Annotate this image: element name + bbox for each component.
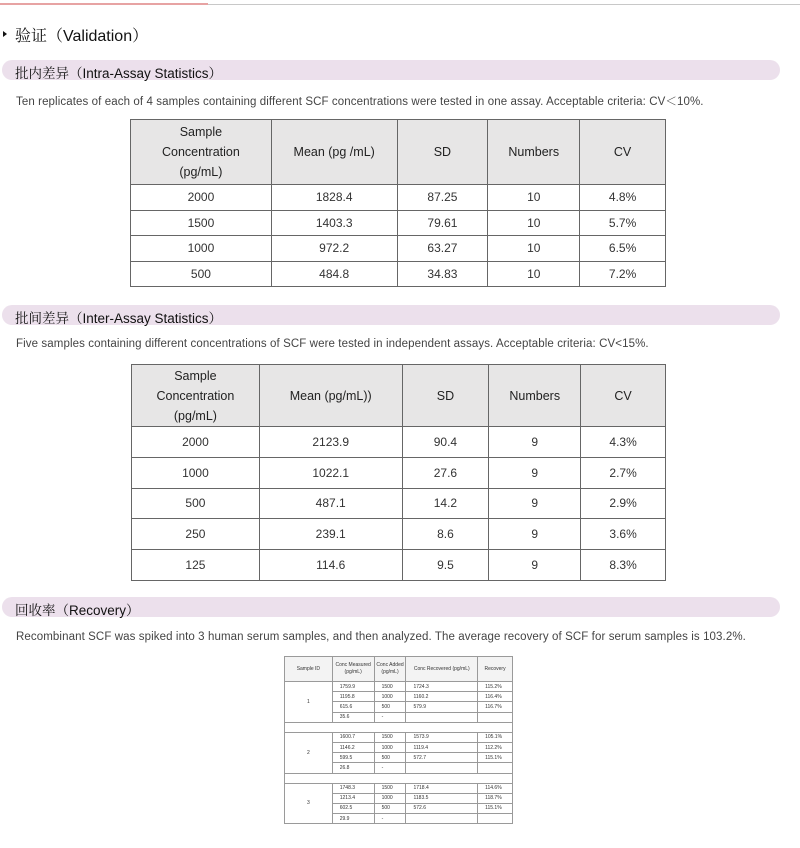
cell-conc-recovered: 572.6: [406, 803, 478, 813]
cell-conc-added: -: [374, 763, 406, 773]
intra-assay-description: Ten replicates of each of 4 samples containing different SCF concentrations were tested in one assay. Acceptable criteria: CV＜10%.: [16, 96, 704, 108]
cell-conc-measured: 35.6: [332, 712, 374, 722]
cell-conc-added: 1000: [374, 793, 406, 803]
cell-recovery: 115.2%: [478, 682, 513, 692]
cell-conc-measured: 29.9: [332, 814, 374, 824]
cell-conc-measured: 599.5: [332, 753, 374, 763]
table-row: [131, 185, 666, 211]
inter-assay-section-bar: [2, 305, 780, 325]
cell-sample-concentration: 250: [132, 519, 260, 550]
cell-conc-recovered: 1718.4: [406, 783, 478, 793]
cell-cv: 6.5%: [580, 236, 666, 262]
cell-mean: 1403.3: [271, 210, 397, 236]
cell-conc-recovered: 1573.9: [406, 732, 478, 742]
inter-assay-title: 批间差异（Inter-Assay Statistics）: [15, 311, 223, 326]
table-row: [132, 427, 666, 458]
cell-sample-concentration: 500: [131, 261, 272, 287]
cell-sample-id: 3: [285, 783, 333, 824]
cell-recovery: [478, 763, 513, 773]
cell-sd: 14.2: [402, 488, 489, 519]
cell-recovery: 116.7%: [478, 702, 513, 712]
cell-conc-added: 1500: [374, 783, 406, 793]
cell-conc-added: 1000: [374, 742, 406, 752]
table-header-row: [132, 365, 666, 427]
cell-sample-concentration: 2000: [131, 185, 272, 211]
cell-mean: 1022.1: [259, 457, 402, 488]
cell-conc-measured: 26.8: [332, 763, 374, 773]
cell-numbers: 9: [489, 519, 581, 550]
cell-conc-added: -: [374, 814, 406, 824]
table-row: [131, 261, 666, 287]
table-row: [132, 488, 666, 519]
cell-sample-id: 1: [285, 682, 333, 723]
cell-conc-recovered: 579.9: [406, 702, 478, 712]
intra-assay-title: 批内差异（Intra-Assay Statistics）: [15, 66, 223, 81]
cell-conc-added: 500: [374, 702, 406, 712]
cell-cv: 2.9%: [581, 488, 666, 519]
cell-conc-added: 1500: [374, 732, 406, 742]
header-label: Sample Concentration (pg/mL): [156, 368, 235, 423]
cell-conc-added: 1500: [374, 682, 406, 692]
cell-conc-recovered: [406, 814, 478, 824]
col-mean: Mean (pg/mL)): [259, 365, 402, 427]
cell-numbers: 10: [488, 236, 580, 262]
recovery-description: Recombinant SCF was spiked into 3 human serum samples, and then analyzed. The average recovery of SCF for serum samples is 103.2%.: [16, 631, 746, 643]
cell-recovery: 116.4%: [478, 692, 513, 702]
cell-mean: 484.8: [271, 261, 397, 287]
cell-conc-added: 500: [374, 753, 406, 763]
cell-mean: 1828.4: [271, 185, 397, 211]
cell-conc-recovered: 572.7: [406, 753, 478, 763]
intra-assay-section-bar: [2, 60, 780, 80]
col-numbers: Numbers: [489, 365, 581, 427]
col-recovery: Recovery: [478, 657, 513, 682]
col-sample-id: Sample ID: [285, 657, 333, 682]
intra-assay-table: [130, 119, 666, 287]
table-row: [132, 519, 666, 550]
cell-mean: 239.1: [259, 519, 402, 550]
cell-numbers: 9: [489, 427, 581, 458]
cell-recovery: 105.1%: [478, 732, 513, 742]
cell-conc-recovered: 1160.2: [406, 692, 478, 702]
cell-mean: 2123.9: [259, 427, 402, 458]
group-spacer-row: [285, 773, 513, 783]
cell-sd: 8.6: [402, 519, 489, 550]
cell-sample-concentration: 1500: [131, 210, 272, 236]
cell-numbers: 10: [488, 210, 580, 236]
table-row: [285, 682, 513, 692]
cell-conc-measured: 1213.4: [332, 793, 374, 803]
table-row: [132, 457, 666, 488]
cell-sample-id: 2: [285, 732, 333, 773]
page-title: 验证（Validation）: [15, 27, 149, 45]
inter-assay-table: [131, 364, 666, 581]
cell-cv: 5.7%: [580, 210, 666, 236]
cell-sample-concentration: 2000: [132, 427, 260, 458]
cell-sd: 79.61: [397, 210, 488, 236]
cell-conc-added: -: [374, 712, 406, 722]
recovery-section-bar: [2, 597, 780, 617]
cell-conc-measured: 1195.8: [332, 692, 374, 702]
inter-assay-body: [132, 427, 666, 581]
cell-numbers: 10: [488, 185, 580, 211]
cell-sd: 9.5: [402, 550, 489, 581]
recovery-title: 回收率（Recovery）: [15, 603, 140, 618]
table-row: [285, 732, 513, 742]
col-conc-added: Conc Added (pg/mL): [374, 657, 406, 682]
col-sample-concentration: [131, 120, 272, 185]
cell-conc-recovered: [406, 763, 478, 773]
cell-cv: 8.3%: [581, 550, 666, 581]
cell-conc-measured: 1146.2: [332, 742, 374, 752]
cell-sd: 34.83: [397, 261, 488, 287]
cell-cv: 2.7%: [581, 457, 666, 488]
cell-sample-concentration: 500: [132, 488, 260, 519]
table-row: [132, 550, 666, 581]
header-label: Sample Concentration (pg/mL): [161, 125, 240, 179]
cell-conc-recovered: 1724.3: [406, 682, 478, 692]
cell-conc-measured: 615.6: [332, 702, 374, 712]
cell-recovery: 114.6%: [478, 783, 513, 793]
cell-conc-recovered: 1183.5: [406, 793, 478, 803]
validation-heading: [0, 24, 148, 44]
recovery-table: [284, 656, 513, 824]
cell-cv: 7.2%: [580, 261, 666, 287]
cell-sd: 87.25: [397, 185, 488, 211]
cell-conc-added: 1000: [374, 692, 406, 702]
cell-numbers: 10: [488, 261, 580, 287]
cell-recovery: 118.7%: [478, 793, 513, 803]
cell-conc-recovered: 1119.4: [406, 742, 478, 752]
col-sd: SD: [402, 365, 489, 427]
cell-conc-measured: 1600.7: [332, 732, 374, 742]
inter-assay-description: Five samples containing different concentrations of SCF were tested in independent assays. Acceptable criteria: CV<15%.: [16, 338, 649, 350]
cell-numbers: 9: [489, 550, 581, 581]
cell-mean: 114.6: [259, 550, 402, 581]
cell-recovery: 115.1%: [478, 803, 513, 813]
col-conc-measured: Conc Measured (pg/mL): [332, 657, 374, 682]
col-sample-concentration: [132, 365, 260, 427]
col-numbers: Numbers: [488, 120, 580, 185]
col-conc-recovered: Conc Recovered (pg/mL): [406, 657, 478, 682]
recovery-body: [285, 682, 513, 824]
cell-conc-measured: 1748.3: [332, 783, 374, 793]
col-mean: Mean (pg /mL): [271, 120, 397, 185]
cell-numbers: 9: [489, 488, 581, 519]
table-row: [131, 236, 666, 262]
cell-sd: 63.27: [397, 236, 488, 262]
cell-conc-measured: 602.5: [332, 803, 374, 813]
table-row: [285, 783, 513, 793]
cell-sd: 90.4: [402, 427, 489, 458]
spacer-cell: [285, 773, 513, 783]
table-header-row: [131, 120, 666, 185]
cell-numbers: 9: [489, 457, 581, 488]
spacer-cell: [285, 722, 513, 732]
cell-mean: 972.2: [271, 236, 397, 262]
cell-conc-added: 500: [374, 803, 406, 813]
cell-conc-measured: 1759.9: [332, 682, 374, 692]
cell-sd: 27.6: [402, 457, 489, 488]
col-cv: CV: [581, 365, 666, 427]
col-cv: CV: [580, 120, 666, 185]
cell-recovery: [478, 814, 513, 824]
intra-assay-body: [131, 185, 666, 287]
cell-cv: 4.3%: [581, 427, 666, 458]
cell-recovery: [478, 712, 513, 722]
cell-cv: 3.6%: [581, 519, 666, 550]
cell-recovery: 115.1%: [478, 753, 513, 763]
top-divider-accent: [0, 3, 208, 5]
table-header-row: [285, 657, 513, 682]
bullet-triangle-icon: [3, 31, 7, 37]
col-sd: SD: [397, 120, 488, 185]
cell-sample-concentration: 125: [132, 550, 260, 581]
group-spacer-row: [285, 722, 513, 732]
cell-sample-concentration: 1000: [132, 457, 260, 488]
cell-sample-concentration: 1000: [131, 236, 272, 262]
cell-recovery: 112.2%: [478, 742, 513, 752]
cell-mean: 487.1: [259, 488, 402, 519]
cell-conc-recovered: [406, 712, 478, 722]
table-row: [131, 210, 666, 236]
cell-cv: 4.8%: [580, 185, 666, 211]
